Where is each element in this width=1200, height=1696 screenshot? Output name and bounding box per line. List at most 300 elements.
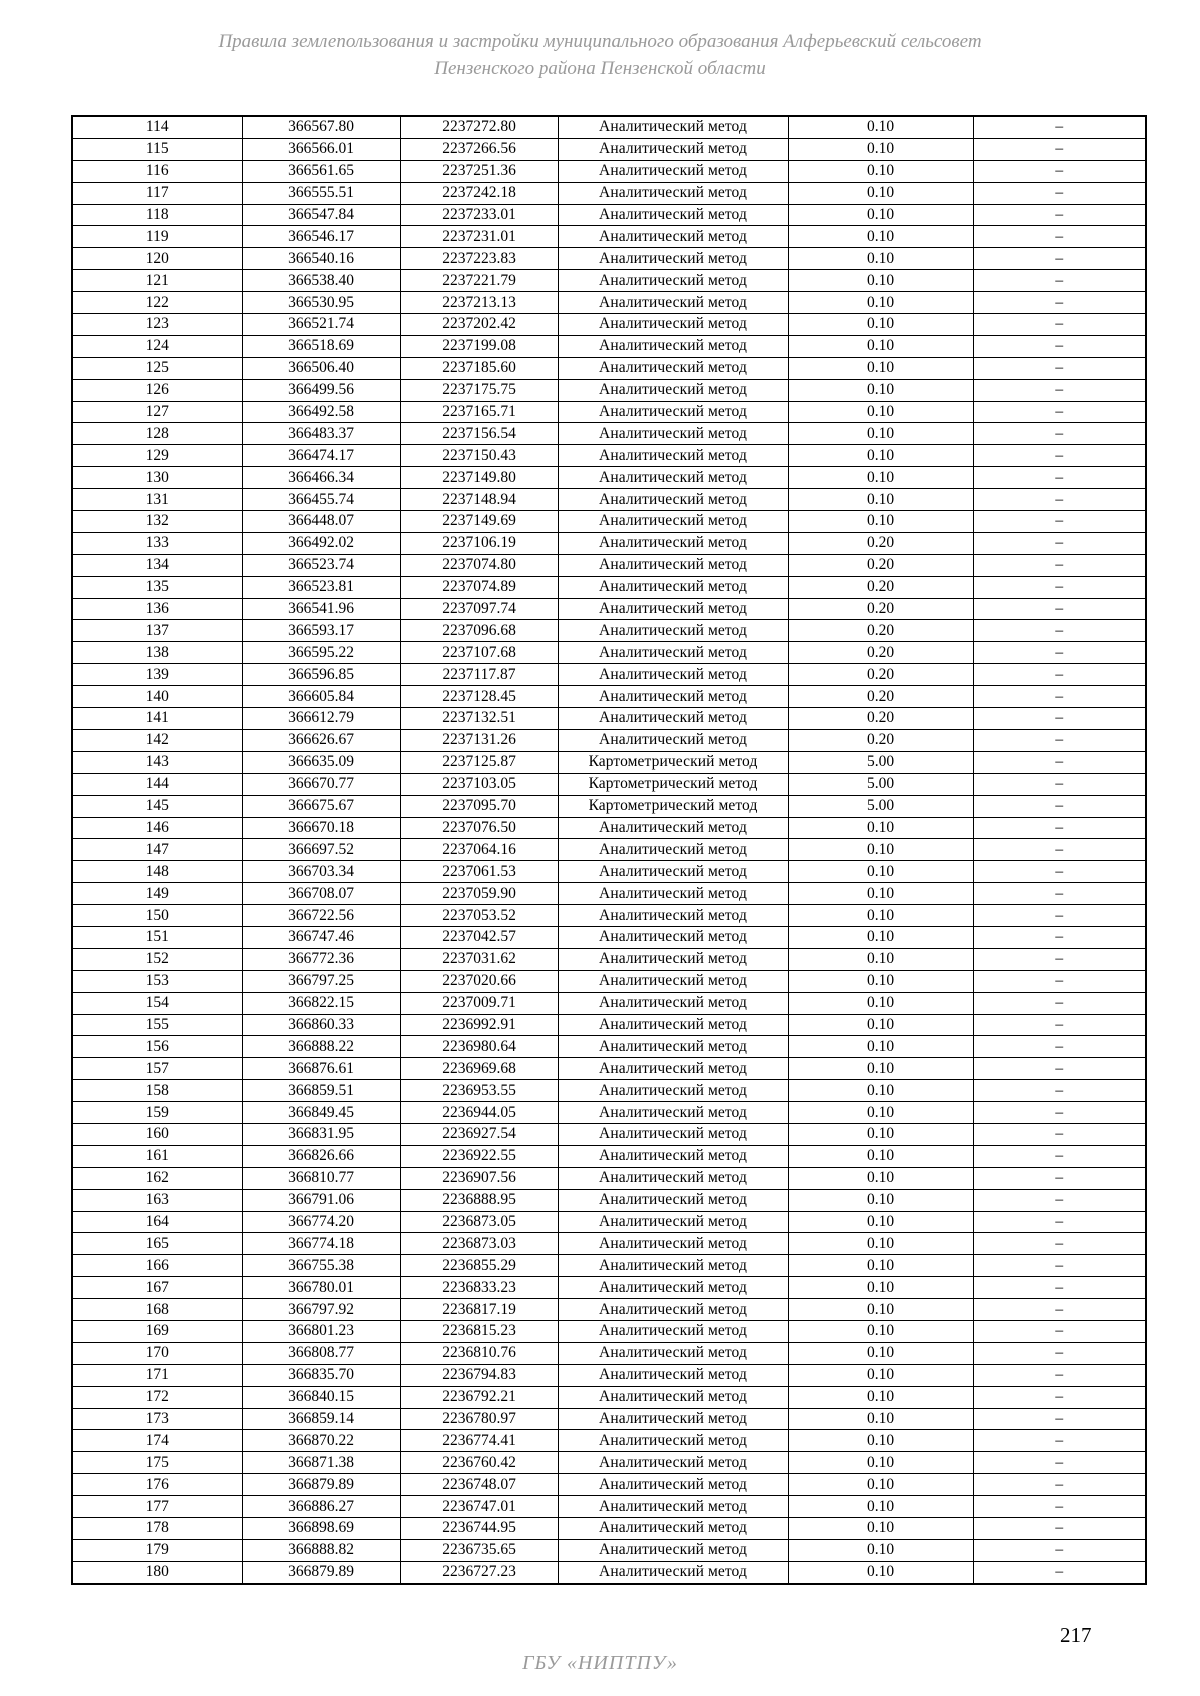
cell-y-coordinate: 2236727.23 bbox=[400, 1561, 558, 1583]
cell-accuracy: 0.10 bbox=[788, 204, 973, 226]
cell-y-coordinate: 2236810.76 bbox=[400, 1342, 558, 1364]
cell-note: – bbox=[973, 1299, 1146, 1321]
cell-y-coordinate: 2237213.13 bbox=[400, 292, 558, 314]
cell-y-coordinate: 2236855.29 bbox=[400, 1255, 558, 1277]
cell-note: – bbox=[973, 1452, 1146, 1474]
cell-y-coordinate: 2237031.62 bbox=[400, 948, 558, 970]
cell-point-number: 133 bbox=[72, 532, 242, 554]
cell-point-number: 148 bbox=[72, 861, 242, 883]
cell-x-coordinate: 366612.79 bbox=[242, 708, 400, 730]
table-row bbox=[72, 423, 1146, 445]
table-row bbox=[72, 1189, 1146, 1211]
cell-note: – bbox=[973, 1364, 1146, 1386]
cell-method: Аналитический метод bbox=[558, 576, 788, 598]
cell-note: – bbox=[973, 751, 1146, 773]
table-row bbox=[72, 1255, 1146, 1277]
cell-point-number: 139 bbox=[72, 664, 242, 686]
cell-x-coordinate: 366755.38 bbox=[242, 1255, 400, 1277]
cell-x-coordinate: 366540.16 bbox=[242, 248, 400, 270]
cell-note: – bbox=[973, 620, 1146, 642]
cell-method: Аналитический метод bbox=[558, 314, 788, 336]
cell-note: – bbox=[973, 423, 1146, 445]
cell-point-number: 128 bbox=[72, 423, 242, 445]
table-row bbox=[72, 1102, 1146, 1124]
table-row bbox=[72, 1167, 1146, 1189]
cell-note: – bbox=[973, 1320, 1146, 1342]
cell-accuracy: 0.10 bbox=[788, 1058, 973, 1080]
cell-accuracy: 0.10 bbox=[788, 1233, 973, 1255]
cell-note: – bbox=[973, 292, 1146, 314]
table-row bbox=[72, 1496, 1146, 1518]
cell-point-number: 156 bbox=[72, 1036, 242, 1058]
cell-note: – bbox=[973, 182, 1146, 204]
table-row bbox=[72, 1539, 1146, 1561]
cell-accuracy: 0.10 bbox=[788, 1080, 973, 1102]
cell-y-coordinate: 2237149.69 bbox=[400, 511, 558, 533]
cell-method: Аналитический метод bbox=[558, 423, 788, 445]
cell-y-coordinate: 2237097.74 bbox=[400, 598, 558, 620]
table-row bbox=[72, 1408, 1146, 1430]
cell-point-number: 152 bbox=[72, 948, 242, 970]
cell-method: Аналитический метод bbox=[558, 1474, 788, 1496]
cell-note: – bbox=[973, 1255, 1146, 1277]
cell-y-coordinate: 2237061.53 bbox=[400, 861, 558, 883]
cell-method: Аналитический метод bbox=[558, 1211, 788, 1233]
table-row bbox=[72, 620, 1146, 642]
cell-point-number: 161 bbox=[72, 1145, 242, 1167]
cell-x-coordinate: 366859.51 bbox=[242, 1080, 400, 1102]
cell-accuracy: 0.20 bbox=[788, 642, 973, 664]
cell-y-coordinate: 2236873.05 bbox=[400, 1211, 558, 1233]
cell-accuracy: 0.10 bbox=[788, 1430, 973, 1452]
cell-x-coordinate: 366567.80 bbox=[242, 116, 400, 138]
cell-x-coordinate: 366538.40 bbox=[242, 270, 400, 292]
cell-point-number: 116 bbox=[72, 160, 242, 182]
cell-point-number: 132 bbox=[72, 511, 242, 533]
cell-point-number: 119 bbox=[72, 226, 242, 248]
cell-point-number: 141 bbox=[72, 708, 242, 730]
cell-point-number: 154 bbox=[72, 992, 242, 1014]
cell-point-number: 151 bbox=[72, 926, 242, 948]
cell-method: Аналитический метод bbox=[558, 554, 788, 576]
cell-method: Аналитический метод bbox=[558, 1123, 788, 1145]
cell-method: Аналитический метод bbox=[558, 401, 788, 423]
cell-method: Аналитический метод bbox=[558, 379, 788, 401]
cell-method: Аналитический метод bbox=[558, 1167, 788, 1189]
cell-method: Аналитический метод bbox=[558, 532, 788, 554]
cell-accuracy: 0.10 bbox=[788, 489, 973, 511]
cell-note: – bbox=[973, 445, 1146, 467]
cell-x-coordinate: 366518.69 bbox=[242, 335, 400, 357]
cell-x-coordinate: 366561.65 bbox=[242, 160, 400, 182]
cell-y-coordinate: 2236780.97 bbox=[400, 1408, 558, 1430]
cell-note: – bbox=[973, 314, 1146, 336]
cell-method: Аналитический метод bbox=[558, 1452, 788, 1474]
cell-y-coordinate: 2236969.68 bbox=[400, 1058, 558, 1080]
cell-note: – bbox=[973, 1474, 1146, 1496]
cell-method: Аналитический метод bbox=[558, 883, 788, 905]
cell-x-coordinate: 366530.95 bbox=[242, 292, 400, 314]
cell-x-coordinate: 366675.67 bbox=[242, 795, 400, 817]
cell-y-coordinate: 2236760.42 bbox=[400, 1452, 558, 1474]
cell-point-number: 162 bbox=[72, 1167, 242, 1189]
cell-method: Аналитический метод bbox=[558, 926, 788, 948]
cell-method: Аналитический метод bbox=[558, 357, 788, 379]
cell-method: Аналитический метод bbox=[558, 1539, 788, 1561]
cell-note: – bbox=[973, 1167, 1146, 1189]
cell-method: Аналитический метод bbox=[558, 1036, 788, 1058]
cell-accuracy: 0.20 bbox=[788, 598, 973, 620]
cell-accuracy: 0.10 bbox=[788, 861, 973, 883]
cell-accuracy: 0.10 bbox=[788, 970, 973, 992]
table-row bbox=[72, 795, 1146, 817]
cell-method: Аналитический метод bbox=[558, 664, 788, 686]
cell-method: Аналитический метод bbox=[558, 1058, 788, 1080]
table-row bbox=[72, 248, 1146, 270]
cell-point-number: 149 bbox=[72, 883, 242, 905]
coordinates-table bbox=[71, 115, 1147, 1585]
cell-point-number: 178 bbox=[72, 1518, 242, 1540]
cell-y-coordinate: 2237242.18 bbox=[400, 182, 558, 204]
cell-x-coordinate: 366670.18 bbox=[242, 817, 400, 839]
cell-x-coordinate: 366492.58 bbox=[242, 401, 400, 423]
table-row bbox=[72, 883, 1146, 905]
cell-note: – bbox=[973, 1277, 1146, 1299]
cell-y-coordinate: 2236794.83 bbox=[400, 1364, 558, 1386]
cell-method: Аналитический метод bbox=[558, 970, 788, 992]
cell-x-coordinate: 366859.14 bbox=[242, 1408, 400, 1430]
cell-note: – bbox=[973, 708, 1146, 730]
cell-note: – bbox=[973, 138, 1146, 160]
cell-accuracy: 0.10 bbox=[788, 1496, 973, 1518]
cell-method: Аналитический метод bbox=[558, 467, 788, 489]
cell-y-coordinate: 2236815.23 bbox=[400, 1320, 558, 1342]
cell-accuracy: 0.10 bbox=[788, 1014, 973, 1036]
cell-note: – bbox=[973, 642, 1146, 664]
cell-note: – bbox=[973, 1014, 1146, 1036]
cell-x-coordinate: 366747.46 bbox=[242, 926, 400, 948]
cell-y-coordinate: 2236992.91 bbox=[400, 1014, 558, 1036]
table-row bbox=[72, 204, 1146, 226]
cell-x-coordinate: 366605.84 bbox=[242, 686, 400, 708]
cell-y-coordinate: 2236748.07 bbox=[400, 1474, 558, 1496]
cell-y-coordinate: 2237095.70 bbox=[400, 795, 558, 817]
cell-method: Аналитический метод bbox=[558, 204, 788, 226]
cell-y-coordinate: 2237125.87 bbox=[400, 751, 558, 773]
cell-accuracy: 0.10 bbox=[788, 926, 973, 948]
cell-point-number: 114 bbox=[72, 116, 242, 138]
table-row bbox=[72, 489, 1146, 511]
cell-x-coordinate: 366831.95 bbox=[242, 1123, 400, 1145]
cell-accuracy: 0.10 bbox=[788, 467, 973, 489]
table-row bbox=[72, 116, 1146, 138]
cell-accuracy: 0.10 bbox=[788, 182, 973, 204]
cell-accuracy: 0.10 bbox=[788, 1364, 973, 1386]
cell-y-coordinate: 2236888.95 bbox=[400, 1189, 558, 1211]
cell-accuracy: 0.20 bbox=[788, 554, 973, 576]
cell-point-number: 129 bbox=[72, 445, 242, 467]
cell-point-number: 142 bbox=[72, 729, 242, 751]
table-row bbox=[72, 226, 1146, 248]
cell-y-coordinate: 2237020.66 bbox=[400, 970, 558, 992]
table-row bbox=[72, 292, 1146, 314]
cell-accuracy: 0.10 bbox=[788, 1145, 973, 1167]
cell-x-coordinate: 366555.51 bbox=[242, 182, 400, 204]
cell-method: Аналитический метод bbox=[558, 1102, 788, 1124]
cell-accuracy: 0.10 bbox=[788, 1211, 973, 1233]
cell-point-number: 175 bbox=[72, 1452, 242, 1474]
cell-y-coordinate: 2237103.05 bbox=[400, 773, 558, 795]
table-row bbox=[72, 1342, 1146, 1364]
cell-note: – bbox=[973, 1386, 1146, 1408]
cell-accuracy: 0.10 bbox=[788, 357, 973, 379]
table-row bbox=[72, 1211, 1146, 1233]
table-row bbox=[72, 598, 1146, 620]
cell-point-number: 155 bbox=[72, 1014, 242, 1036]
cell-point-number: 179 bbox=[72, 1539, 242, 1561]
table-row bbox=[72, 532, 1146, 554]
cell-accuracy: 0.10 bbox=[788, 160, 973, 182]
cell-method: Аналитический метод bbox=[558, 1430, 788, 1452]
cell-x-coordinate: 366871.38 bbox=[242, 1452, 400, 1474]
cell-note: – bbox=[973, 795, 1146, 817]
cell-note: – bbox=[973, 970, 1146, 992]
cell-point-number: 126 bbox=[72, 379, 242, 401]
cell-y-coordinate: 2237132.51 bbox=[400, 708, 558, 730]
cell-accuracy: 0.20 bbox=[788, 729, 973, 751]
cell-method: Аналитический метод bbox=[558, 1364, 788, 1386]
cell-x-coordinate: 366593.17 bbox=[242, 620, 400, 642]
cell-method: Аналитический метод bbox=[558, 182, 788, 204]
cell-x-coordinate: 366448.07 bbox=[242, 511, 400, 533]
table-row bbox=[72, 664, 1146, 686]
cell-note: – bbox=[973, 1145, 1146, 1167]
cell-y-coordinate: 2237076.50 bbox=[400, 817, 558, 839]
cell-method: Картометрический метод bbox=[558, 751, 788, 773]
cell-method: Аналитический метод bbox=[558, 160, 788, 182]
cell-point-number: 158 bbox=[72, 1080, 242, 1102]
cell-accuracy: 5.00 bbox=[788, 795, 973, 817]
cell-point-number: 120 bbox=[72, 248, 242, 270]
cell-y-coordinate: 2236744.95 bbox=[400, 1518, 558, 1540]
cell-note: – bbox=[973, 401, 1146, 423]
cell-point-number: 117 bbox=[72, 182, 242, 204]
cell-accuracy: 0.10 bbox=[788, 292, 973, 314]
cell-point-number: 130 bbox=[72, 467, 242, 489]
cell-y-coordinate: 2237074.89 bbox=[400, 576, 558, 598]
cell-accuracy: 0.10 bbox=[788, 270, 973, 292]
table-row bbox=[72, 992, 1146, 1014]
cell-method: Аналитический метод bbox=[558, 116, 788, 138]
table-row bbox=[72, 1145, 1146, 1167]
cell-note: – bbox=[973, 1233, 1146, 1255]
cell-point-number: 174 bbox=[72, 1430, 242, 1452]
cell-note: – bbox=[973, 248, 1146, 270]
cell-x-coordinate: 366808.77 bbox=[242, 1342, 400, 1364]
cell-y-coordinate: 2237221.79 bbox=[400, 270, 558, 292]
cell-note: – bbox=[973, 554, 1146, 576]
table-row bbox=[72, 926, 1146, 948]
cell-point-number: 137 bbox=[72, 620, 242, 642]
cell-note: – bbox=[973, 270, 1146, 292]
cell-point-number: 145 bbox=[72, 795, 242, 817]
cell-accuracy: 0.10 bbox=[788, 1474, 973, 1496]
cell-method: Аналитический метод bbox=[558, 1496, 788, 1518]
cell-accuracy: 0.10 bbox=[788, 1452, 973, 1474]
cell-note: – bbox=[973, 160, 1146, 182]
cell-note: – bbox=[973, 992, 1146, 1014]
cell-point-number: 171 bbox=[72, 1364, 242, 1386]
cell-y-coordinate: 2237231.01 bbox=[400, 226, 558, 248]
cell-accuracy: 0.10 bbox=[788, 116, 973, 138]
cell-accuracy: 0.20 bbox=[788, 708, 973, 730]
cell-y-coordinate: 2237149.80 bbox=[400, 467, 558, 489]
cell-accuracy: 0.10 bbox=[788, 839, 973, 861]
cell-y-coordinate: 2236774.41 bbox=[400, 1430, 558, 1452]
cell-x-coordinate: 366772.36 bbox=[242, 948, 400, 970]
cell-y-coordinate: 2236792.21 bbox=[400, 1386, 558, 1408]
cell-point-number: 121 bbox=[72, 270, 242, 292]
cell-note: – bbox=[973, 1123, 1146, 1145]
cell-x-coordinate: 366826.66 bbox=[242, 1145, 400, 1167]
cell-y-coordinate: 2237266.56 bbox=[400, 138, 558, 160]
cell-accuracy: 0.20 bbox=[788, 664, 973, 686]
cell-method: Аналитический метод bbox=[558, 992, 788, 1014]
cell-point-number: 138 bbox=[72, 642, 242, 664]
cell-y-coordinate: 2236873.03 bbox=[400, 1233, 558, 1255]
cell-accuracy: 5.00 bbox=[788, 751, 973, 773]
cell-method: Аналитический метод bbox=[558, 729, 788, 751]
cell-x-coordinate: 366797.92 bbox=[242, 1299, 400, 1321]
cell-note: – bbox=[973, 467, 1146, 489]
cell-accuracy: 0.10 bbox=[788, 1255, 973, 1277]
cell-note: – bbox=[973, 664, 1146, 686]
cell-x-coordinate: 366466.34 bbox=[242, 467, 400, 489]
cell-point-number: 150 bbox=[72, 905, 242, 927]
cell-point-number: 169 bbox=[72, 1320, 242, 1342]
table-row bbox=[72, 1561, 1146, 1583]
cell-y-coordinate: 2236817.19 bbox=[400, 1299, 558, 1321]
cell-x-coordinate: 366483.37 bbox=[242, 423, 400, 445]
cell-x-coordinate: 366523.74 bbox=[242, 554, 400, 576]
table-row bbox=[72, 1299, 1146, 1321]
cell-x-coordinate: 366801.23 bbox=[242, 1320, 400, 1342]
cell-y-coordinate: 2237223.83 bbox=[400, 248, 558, 270]
cell-point-number: 146 bbox=[72, 817, 242, 839]
cell-x-coordinate: 366791.06 bbox=[242, 1189, 400, 1211]
table-row bbox=[72, 1058, 1146, 1080]
cell-x-coordinate: 366886.27 bbox=[242, 1496, 400, 1518]
table-row bbox=[72, 335, 1146, 357]
cell-point-number: 172 bbox=[72, 1386, 242, 1408]
cell-accuracy: 0.10 bbox=[788, 817, 973, 839]
cell-x-coordinate: 366492.02 bbox=[242, 532, 400, 554]
cell-accuracy: 0.10 bbox=[788, 1277, 973, 1299]
cell-point-number: 180 bbox=[72, 1561, 242, 1583]
cell-x-coordinate: 366506.40 bbox=[242, 357, 400, 379]
cell-method: Аналитический метод bbox=[558, 1342, 788, 1364]
cell-point-number: 143 bbox=[72, 751, 242, 773]
cell-point-number: 125 bbox=[72, 357, 242, 379]
cell-point-number: 164 bbox=[72, 1211, 242, 1233]
page-footer: ГБУ «НИПТПУ» bbox=[522, 1652, 678, 1674]
cell-note: – bbox=[973, 532, 1146, 554]
cell-note: – bbox=[973, 1058, 1146, 1080]
cell-y-coordinate: 2236953.55 bbox=[400, 1080, 558, 1102]
cell-note: – bbox=[973, 1080, 1146, 1102]
cell-x-coordinate: 366595.22 bbox=[242, 642, 400, 664]
cell-point-number: 177 bbox=[72, 1496, 242, 1518]
table-row bbox=[72, 861, 1146, 883]
cell-y-coordinate: 2237128.45 bbox=[400, 686, 558, 708]
cell-x-coordinate: 366499.56 bbox=[242, 379, 400, 401]
cell-y-coordinate: 2237059.90 bbox=[400, 883, 558, 905]
cell-point-number: 147 bbox=[72, 839, 242, 861]
cell-note: – bbox=[973, 1102, 1146, 1124]
cell-x-coordinate: 366697.52 bbox=[242, 839, 400, 861]
cell-note: – bbox=[973, 817, 1146, 839]
cell-point-number: 163 bbox=[72, 1189, 242, 1211]
coordinates-table-body bbox=[72, 116, 1146, 1584]
cell-x-coordinate: 366547.84 bbox=[242, 204, 400, 226]
cell-point-number: 157 bbox=[72, 1058, 242, 1080]
cell-note: – bbox=[973, 226, 1146, 248]
table-row bbox=[72, 314, 1146, 336]
cell-method: Аналитический метод bbox=[558, 248, 788, 270]
cell-x-coordinate: 366879.89 bbox=[242, 1561, 400, 1583]
cell-x-coordinate: 366774.20 bbox=[242, 1211, 400, 1233]
cell-accuracy: 0.10 bbox=[788, 883, 973, 905]
cell-y-coordinate: 2237096.68 bbox=[400, 620, 558, 642]
cell-method: Аналитический метод bbox=[558, 598, 788, 620]
table-row bbox=[72, 160, 1146, 182]
cell-accuracy: 0.10 bbox=[788, 1189, 973, 1211]
cell-x-coordinate: 366474.17 bbox=[242, 445, 400, 467]
header-line-1: Правила землепользования и застройки муниципального образования Алферьевский сельсовет bbox=[218, 31, 982, 52]
cell-note: – bbox=[973, 1496, 1146, 1518]
cell-note: – bbox=[973, 1211, 1146, 1233]
cell-accuracy: 0.10 bbox=[788, 1342, 973, 1364]
cell-method: Аналитический метод bbox=[558, 839, 788, 861]
cell-note: – bbox=[973, 861, 1146, 883]
cell-point-number: 115 bbox=[72, 138, 242, 160]
table-row bbox=[72, 1518, 1146, 1540]
cell-y-coordinate: 2237199.08 bbox=[400, 335, 558, 357]
cell-x-coordinate: 366635.09 bbox=[242, 751, 400, 773]
cell-point-number: 167 bbox=[72, 1277, 242, 1299]
cell-method: Аналитический метод bbox=[558, 1277, 788, 1299]
cell-y-coordinate: 2236944.05 bbox=[400, 1102, 558, 1124]
cell-x-coordinate: 366898.69 bbox=[242, 1518, 400, 1540]
cell-note: – bbox=[973, 1189, 1146, 1211]
cell-point-number: 124 bbox=[72, 335, 242, 357]
cell-method: Аналитический метод bbox=[558, 489, 788, 511]
cell-accuracy: 0.10 bbox=[788, 423, 973, 445]
cell-method: Аналитический метод bbox=[558, 1518, 788, 1540]
cell-note: – bbox=[973, 686, 1146, 708]
cell-x-coordinate: 366523.81 bbox=[242, 576, 400, 598]
cell-method: Аналитический метод bbox=[558, 708, 788, 730]
page-number: 217 bbox=[1060, 1623, 1092, 1647]
cell-accuracy: 0.10 bbox=[788, 1539, 973, 1561]
cell-note: – bbox=[973, 773, 1146, 795]
cell-point-number: 127 bbox=[72, 401, 242, 423]
table-row bbox=[72, 817, 1146, 839]
cell-method: Аналитический метод bbox=[558, 270, 788, 292]
cell-method: Аналитический метод bbox=[558, 1561, 788, 1583]
cell-point-number: 118 bbox=[72, 204, 242, 226]
page-header bbox=[120, 28, 1080, 82]
